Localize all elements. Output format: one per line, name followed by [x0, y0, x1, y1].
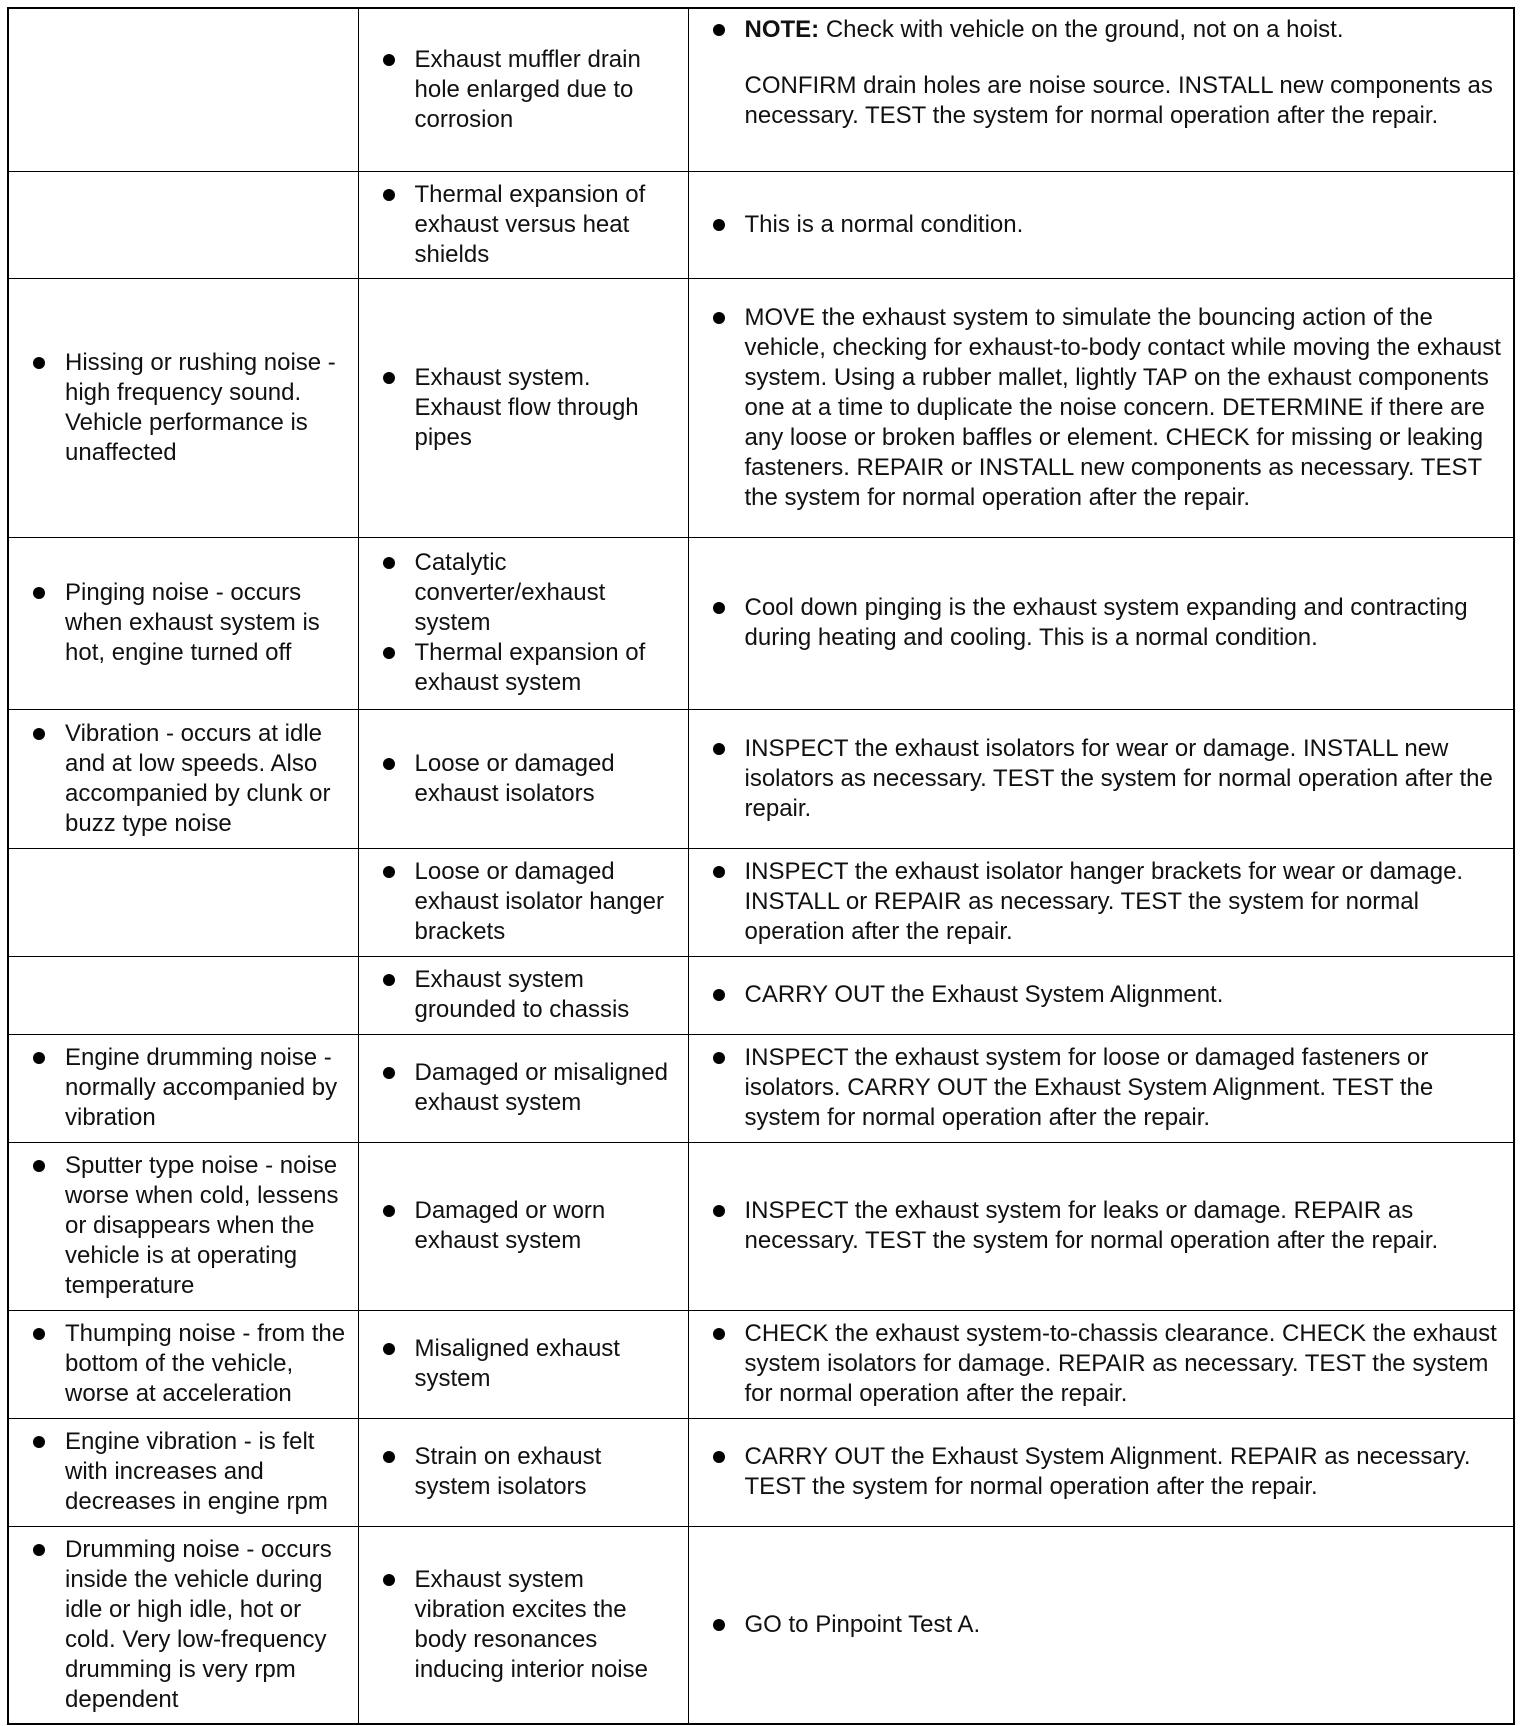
condition-cell	[8, 1142, 358, 1310]
list-item: Thermal expansion of exhaust versus heat shields	[369, 180, 678, 270]
source-cell	[358, 956, 688, 1034]
list-item: Thermal expansion of exhaust system	[369, 638, 678, 698]
condition-cell	[8, 278, 358, 537]
source-cell	[358, 537, 688, 709]
list-item: INSPECT the exhaust system for leaks or damage. REPAIR as necessary. TEST the system for normal operation after the repair.	[699, 1196, 1504, 1256]
list-item: GO to Pinpoint Test A.	[699, 1610, 1504, 1640]
condition-cell	[8, 709, 358, 848]
list-item: MOVE the exhaust system to simulate the bouncing action of the vehicle, checking for exhaust-to-body contact while moving the exhaust system. Using a rubber mallet, lightly TAP on the exhaust components one at a time to duplicate the noise concern. DETERMINE if there are any loose or broken baffles or element. CHECK for missing or leaking fasteners. REPAIR or INSTALL new components as necessary. TEST the system for normal operation after the repair.	[699, 303, 1504, 513]
action-cell	[688, 8, 1514, 171]
list-item: CARRY OUT the Exhaust System Alignment.	[699, 980, 1504, 1010]
source-cell	[358, 171, 688, 278]
table-row	[8, 1142, 1514, 1310]
source-cell	[358, 1310, 688, 1418]
list-item: Exhaust system grounded to chassis	[369, 965, 678, 1025]
list-item: Damaged or worn exhaust system	[369, 1196, 678, 1256]
table-row	[8, 1526, 1514, 1724]
list-item: Drumming noise - occurs inside the vehicle during idle or high idle, hot or cold. Very low-frequency drumming is very rpm dependent	[19, 1535, 348, 1715]
table-row	[8, 1418, 1514, 1526]
table-row	[8, 171, 1514, 278]
table-row	[8, 8, 1514, 171]
source-cell	[358, 278, 688, 537]
action-paragraph: CONFIRM drain holes are noise source. INSTALL new components as necessary. TEST the system for normal operation after the repair.	[744, 72, 1493, 129]
list-item: Strain on exhaust system isolators	[369, 1442, 678, 1502]
list-item: INSPECT the exhaust system for loose or damaged fasteners or isolators. CARRY OUT the Exhaust System Alignment. TEST the system for normal operation after the repair.	[699, 1043, 1504, 1133]
list-item: Loose or damaged exhaust isolator hanger brackets	[369, 857, 678, 947]
condition-cell	[8, 956, 358, 1034]
list-item: Engine vibration - is felt with increases and decreases in engine rpm	[19, 1427, 348, 1517]
list-item: Sputter type noise - noise worse when cold, lessens or disappears when the vehicle is at operating temperature	[19, 1151, 348, 1301]
table-row	[8, 1310, 1514, 1418]
condition-cell	[8, 171, 358, 278]
table-row	[8, 278, 1514, 537]
action-cell	[688, 278, 1514, 537]
list-item: Damaged or misaligned exhaust system	[369, 1058, 678, 1118]
action-cell	[688, 1418, 1514, 1526]
list-item: Exhaust system vibration excites the body resonances inducing interior noise	[369, 1565, 678, 1685]
source-cell	[358, 8, 688, 171]
list-item: Thumping noise - from the bottom of the vehicle, worse at acceleration	[19, 1319, 348, 1409]
source-cell	[358, 1418, 688, 1526]
list-item: INSPECT the exhaust isolators for wear or damage. INSTALL new isolators as necessary. TEST the system for normal operation after the repair.	[699, 734, 1504, 824]
list-item: CARRY OUT the Exhaust System Alignment. REPAIR as necessary. TEST the system for normal operation after the repair.	[699, 1442, 1504, 1502]
list-item: Vibration - occurs at idle and at low speeds. Also accompanied by clunk or buzz type noise	[19, 719, 348, 839]
condition-cell	[8, 1034, 358, 1142]
list-item: INSPECT the exhaust isolator hanger brackets for wear or damage. INSTALL or REPAIR as necessary. TEST the system for normal operation after the repair.	[699, 857, 1504, 947]
action-cell	[688, 171, 1514, 278]
action-cell	[688, 848, 1514, 956]
list-item: Exhaust muffler drain hole enlarged due to corrosion	[369, 45, 678, 135]
action-cell	[688, 537, 1514, 709]
action-cell	[688, 1034, 1514, 1142]
condition-cell	[8, 1526, 358, 1724]
table-row	[8, 1034, 1514, 1142]
list-item: Engine drumming noise - normally accompanied by vibration	[19, 1043, 348, 1133]
list-item: Cool down pinging is the exhaust system expanding and contracting during heating and cooling. This is a normal condition.	[699, 593, 1504, 653]
table-row	[8, 956, 1514, 1034]
list-item: Loose or damaged exhaust isolators	[369, 749, 678, 809]
condition-cell	[8, 537, 358, 709]
condition-cell	[8, 1310, 358, 1418]
list-item: Misaligned exhaust system	[369, 1334, 678, 1394]
table-row	[8, 537, 1514, 709]
source-cell	[358, 848, 688, 956]
source-cell	[358, 1034, 688, 1142]
action-cell	[688, 709, 1514, 848]
action-cell	[688, 1526, 1514, 1724]
list-item: Exhaust system. Exhaust flow through pipes	[369, 363, 678, 453]
note-text: Check with vehicle on the ground, not on a hoist.	[819, 16, 1344, 43]
note-item	[699, 15, 1504, 131]
action-cell	[688, 1310, 1514, 1418]
list-item: Catalytic converter/exhaust system	[369, 548, 678, 638]
table-row	[8, 848, 1514, 956]
action-cell	[688, 1142, 1514, 1310]
list-item: Pinging noise - occurs when exhaust system is hot, engine turned off	[19, 578, 348, 668]
source-cell	[358, 1526, 688, 1724]
condition-cell	[8, 1418, 358, 1526]
list-item: Hissing or rushing noise - high frequency sound. Vehicle performance is unaffected	[19, 348, 348, 468]
list-item: This is a normal condition.	[699, 210, 1504, 240]
condition-cell	[8, 848, 358, 956]
source-cell	[358, 1142, 688, 1310]
condition-cell	[8, 8, 358, 171]
action-cell	[688, 956, 1514, 1034]
source-cell	[358, 709, 688, 848]
note-label: NOTE:	[744, 16, 820, 43]
symptom-chart-table	[7, 7, 1515, 1725]
table-row	[8, 709, 1514, 848]
list-item: CHECK the exhaust system-to-chassis clearance. CHECK the exhaust system isolators for damage. REPAIR as necessary. TEST the system for normal operation after the repair.	[699, 1319, 1504, 1409]
